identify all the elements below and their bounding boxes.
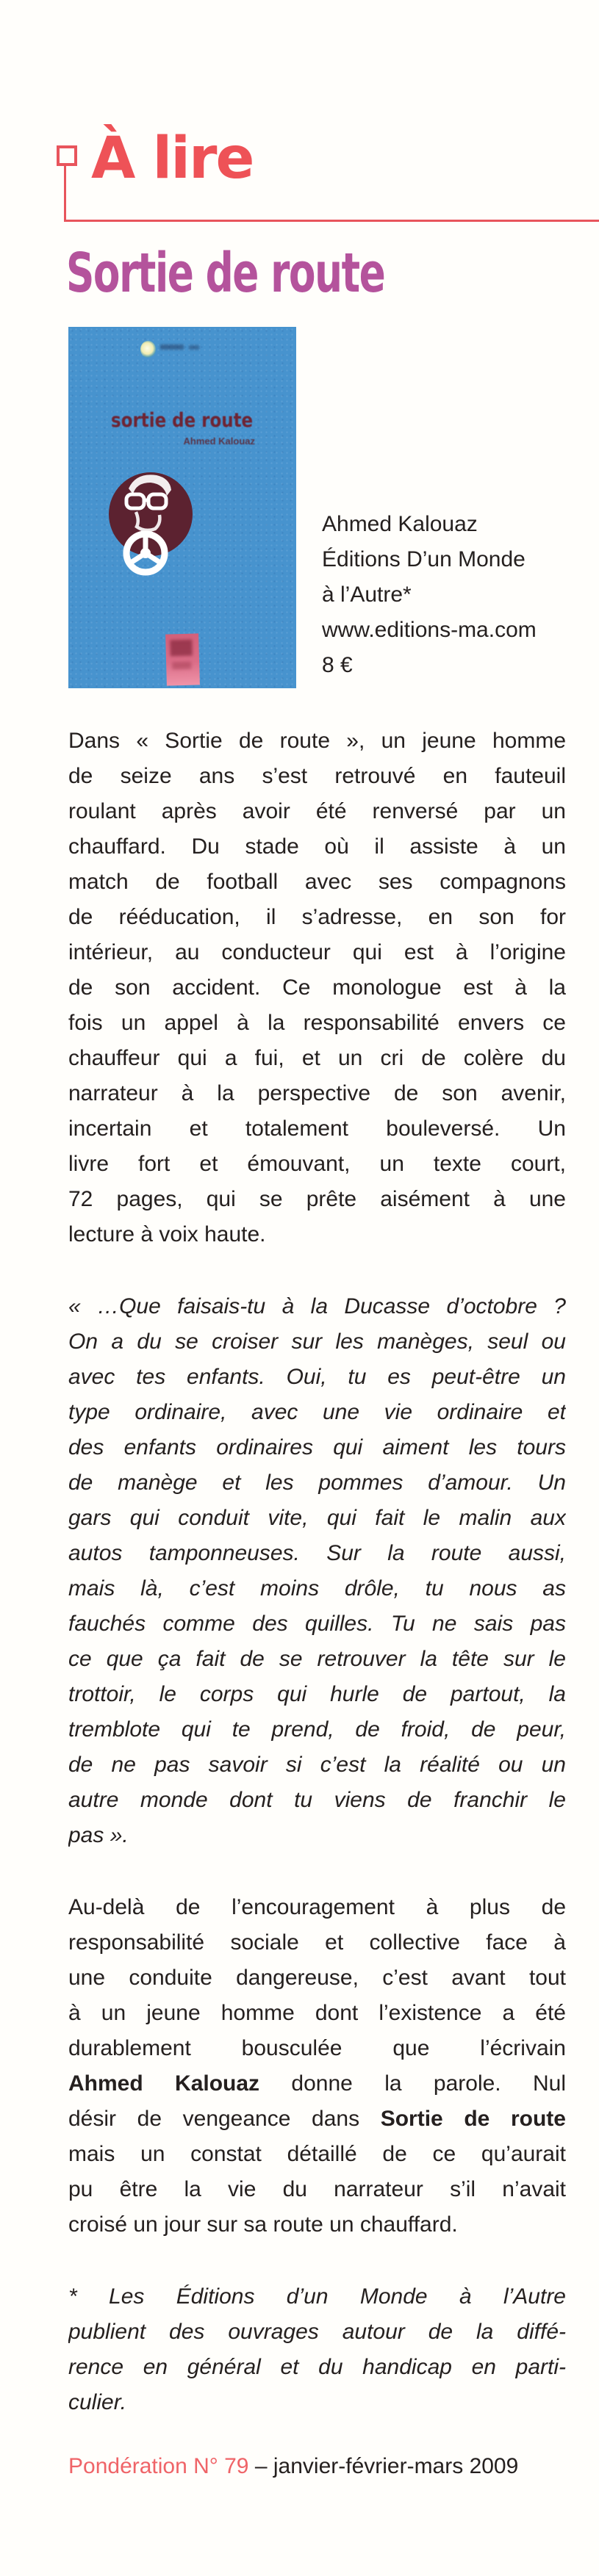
book-info-publisher-1: Éditions D’un Monde [322, 547, 526, 571]
text-line: responsabilité sociale et collective face à [68, 1930, 566, 1955]
text-line: chauffeur qui a fui, et un cri de colère du [68, 1046, 566, 1070]
cover-title: sortie de route [111, 409, 254, 432]
text-line: des enfants ordinaires qui aiment les tours [68, 1435, 566, 1460]
text-line: publient des ouvrages autour de la diffé- [68, 2320, 566, 2344]
section-rule-horizontal [64, 220, 599, 222]
text-line: croisé un jour sur sa route un chauffard. [68, 2212, 458, 2237]
page-footer [68, 2449, 518, 2484]
book-cover [68, 327, 296, 688]
publisher-logo-text-smudge [189, 345, 199, 350]
text-line: narrateur à la perspective de son avenir, [68, 1081, 566, 1105]
text-line: fois un appel à la responsabilité envers ce [68, 1011, 566, 1035]
text-line: avec tes enfants. Oui, tu es peut-être un [68, 1365, 566, 1389]
text-line: trottoir, le corps qui hurle de partout, la [68, 1682, 566, 1706]
driver-figure-illustration [98, 466, 208, 591]
text-line: pu être la vie du narrateur s’il n’avait [68, 2177, 566, 2201]
text-line: fauchés comme des quilles. Tu ne sais pas [68, 1612, 566, 1636]
text-line: Ahmed Kalouaz donne la parole. Nul [68, 2071, 566, 2096]
text-line: durablement bousculée que l’écrivain [68, 2036, 566, 2060]
text-line: chauffard. Du stade où il assiste à un [68, 834, 566, 859]
text-line: tremblote qui te prend, de froid, de peur, [68, 1717, 566, 1742]
publisher-logo-text-smudge [160, 344, 184, 350]
text-line: une conduite dangereuse, c’est avant tout [68, 1966, 566, 1990]
section-rule-vertical [64, 166, 66, 220]
intro-paragraph [68, 724, 566, 1252]
publisher-logo-dot [140, 341, 156, 358]
portrait-circle [109, 472, 193, 556]
text-line: ce que ça fait de se retrouver la tête sur le [68, 1647, 566, 1671]
text-line: de manège et les pommes d’amour. Un [68, 1471, 566, 1495]
text-line: culier. [68, 2390, 126, 2414]
book-info-publisher-2: à l’Autre* [322, 582, 412, 607]
text-line: de seize ans s’est retrouvé en fauteuil [68, 764, 566, 788]
text-line: type ordinaire, avec une vie ordinaire et [68, 1400, 566, 1424]
text-line: 72 pages, qui se prête aisément à une [68, 1187, 566, 1211]
text-line: de rééducation, il s’adresse, en son for [68, 905, 566, 929]
text-line: * Les Éditions d’un Monde à l’Autre [68, 2284, 566, 2309]
text-line: Au-delà de l’encouragement à plus de [68, 1895, 566, 1919]
publisher-colophon-stamp [165, 633, 200, 685]
text-line: gars qui conduit vite, qui fait le malin aux [68, 1506, 566, 1530]
text-line: lecture à voix haute. [68, 1222, 266, 1246]
text-line: intérieur, au conducteur qui est à l’origine [68, 940, 566, 964]
text-line: autos tamponneuses. Sur la route aussi, [68, 1541, 566, 1565]
text-line: à un jeune homme dont l’existence a été [68, 2001, 566, 2025]
text-line: « …Que faisais-tu à la Ducasse d’octobre ? [68, 1294, 566, 1318]
text-line: roulant après avoir été renversé par un [68, 799, 566, 823]
text-line: Dans « Sortie de route », un jeune homme [68, 729, 566, 753]
text-line: On a du se croiser sur les manèges, seul ou [68, 1330, 566, 1354]
section-bullet-icon [57, 145, 77, 166]
quote-paragraph [68, 1289, 566, 1853]
section-label: À lire [91, 126, 254, 192]
book-info-price: 8 € [322, 653, 353, 677]
text-line: autre monde dont tu viens de franchir le [68, 1788, 566, 1812]
footer-issue: Pondération N° 79 [68, 2454, 249, 2478]
commentary-paragraph [68, 1890, 566, 2243]
text-line: match de football avec ses compagnons [68, 870, 566, 894]
article-title [66, 242, 509, 305]
article-body [68, 724, 566, 2457]
text-line: de son accident. Ce monologue est à la [68, 975, 566, 1000]
text-line: rence en général et du handicap en parti- [68, 2355, 566, 2379]
text-line: mais un constat détaillé de ce qu’aurait [68, 2142, 566, 2166]
text-line: pas ». [68, 1823, 129, 1847]
book-info [322, 507, 537, 683]
publisher-logo-icon [140, 339, 202, 361]
article-title-text: Sortie de route [66, 242, 385, 305]
text-line: de ne pas savoir si c’est la réalité ou un [68, 1753, 566, 1777]
footer-date: – janvier-février-mars 2009 [254, 2454, 519, 2478]
text-line: incertain et totalement bouleversé. Un [68, 1116, 566, 1141]
book-info-website: www.editions-ma.com [322, 618, 537, 642]
footnote-paragraph [68, 2279, 566, 2420]
cover-author: Ahmed Kalouaz [183, 436, 255, 447]
text-line: livre fort et émouvant, un texte court, [68, 1152, 566, 1176]
text-line: désir de vengeance dans Sortie de route [68, 2107, 566, 2131]
text-line: mais là, c’est moins drôle, tu nous as [68, 1576, 566, 1601]
book-info-author: Ahmed Kalouaz [322, 512, 478, 536]
